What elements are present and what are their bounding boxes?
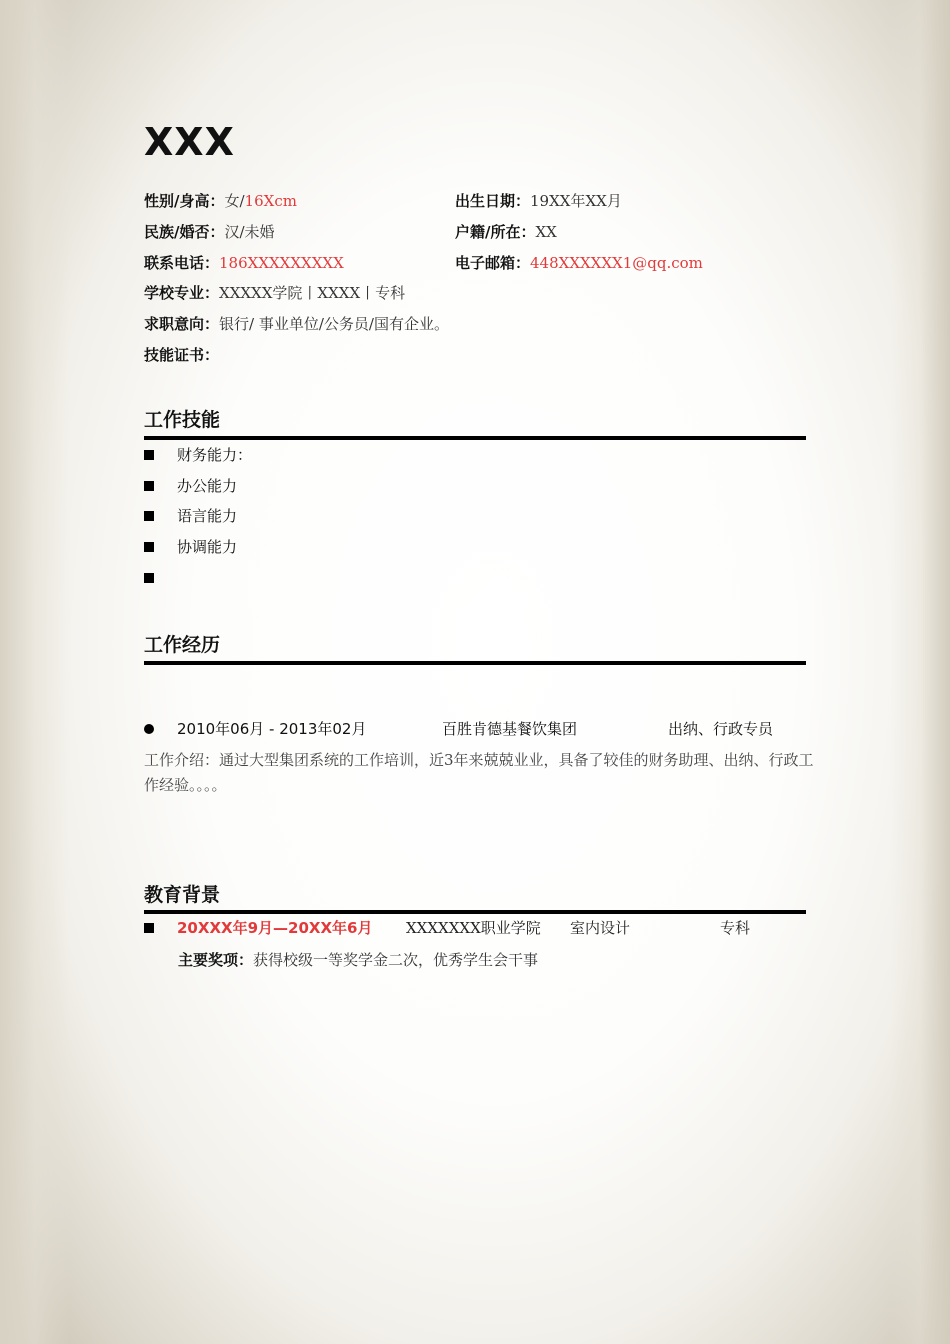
phone-label: 联系电话： [144, 254, 220, 272]
education-degree: 专科 [720, 919, 751, 937]
job-description: 工作介绍：通过大型集团系统的工作培训，近3年来兢兢业业，具备了较佳的财务助理、出纳、行政工作经验。。。。 [144, 751, 814, 794]
job-entry [144, 718, 824, 740]
cert-row [144, 344, 219, 366]
skill-item [144, 475, 237, 497]
experience-divider [144, 661, 806, 665]
email-label: 电子邮箱： [455, 254, 531, 272]
skill-item [144, 444, 252, 466]
ethnic-row [144, 221, 275, 243]
skill-item-label: 语言能力 [177, 507, 238, 525]
square-bullet-icon [144, 542, 154, 552]
award-row [178, 949, 538, 971]
education-section-title: 教育背景 [144, 884, 221, 906]
square-bullet-icon [144, 481, 154, 491]
award-value: 获得校级一等奖学金二次，优秀学生会干事 [253, 951, 539, 969]
ethnic-label: 民族/婚否： [144, 223, 225, 241]
hukou-label: 户籍/所在： [455, 223, 536, 241]
experience-section-title: 工作经历 [144, 634, 221, 656]
phone-row [144, 252, 344, 274]
square-bullet-icon [144, 573, 154, 583]
education-major: 室内设计 [570, 919, 631, 937]
hukou-row [455, 221, 557, 243]
education-divider [144, 910, 806, 914]
job-company: 百胜肯德基餐饮集团 [442, 720, 578, 738]
skill-item-label: 财务能力： [177, 446, 253, 464]
gender-value: 女/ [224, 192, 245, 210]
skill-item [144, 536, 237, 558]
school-label: 学校专业： [144, 284, 220, 302]
square-bullet-icon [144, 450, 154, 460]
hukou-value: XX [535, 223, 557, 241]
school-value: XXXXX学院丨XXXX丨专科 [219, 284, 406, 302]
award-label: 主要奖项： [178, 951, 254, 969]
ethnic-value: 汉/未婚 [224, 223, 275, 241]
phone-value: 186XXXXXXXXX [219, 254, 344, 272]
intent-label: 求职意向： [144, 315, 220, 333]
school-row [144, 282, 405, 304]
square-bullet-icon [144, 511, 154, 521]
birth-value: 19XX年XX月 [530, 192, 622, 210]
email-row [455, 252, 703, 274]
education-school: XXXXXXX职业学院 [406, 919, 541, 937]
skills-section-title: 工作技能 [144, 409, 221, 431]
education-period: 20XXX年9月—20XX年6月 [177, 919, 373, 937]
education-entry [144, 917, 844, 939]
height-value: 16Xcm [244, 192, 297, 210]
skill-item [144, 505, 237, 527]
job-period: 2010年06月 - 2013年02月 [177, 720, 367, 738]
skill-item [144, 567, 177, 589]
job-position: 出纳、行政专员 [668, 720, 774, 738]
gender-height-label: 性别/身高： [144, 192, 225, 210]
email-value: 448XXXXXX1@qq.com [530, 254, 703, 272]
skill-item-label: 协调能力 [177, 538, 238, 556]
applicant-name: XXX [144, 120, 235, 164]
square-bullet-icon [144, 923, 154, 933]
intent-value: 银行/ 事业单位/公务员/国有企业。 [219, 315, 449, 333]
round-bullet-icon [144, 724, 154, 734]
birth-row [455, 190, 622, 212]
gender-height-row [144, 190, 297, 212]
intent-row [144, 313, 449, 335]
skill-item-label: 办公能力 [177, 477, 238, 495]
cert-label: 技能证书： [144, 346, 220, 364]
skills-divider [144, 436, 806, 440]
birth-label: 出生日期： [455, 192, 531, 210]
